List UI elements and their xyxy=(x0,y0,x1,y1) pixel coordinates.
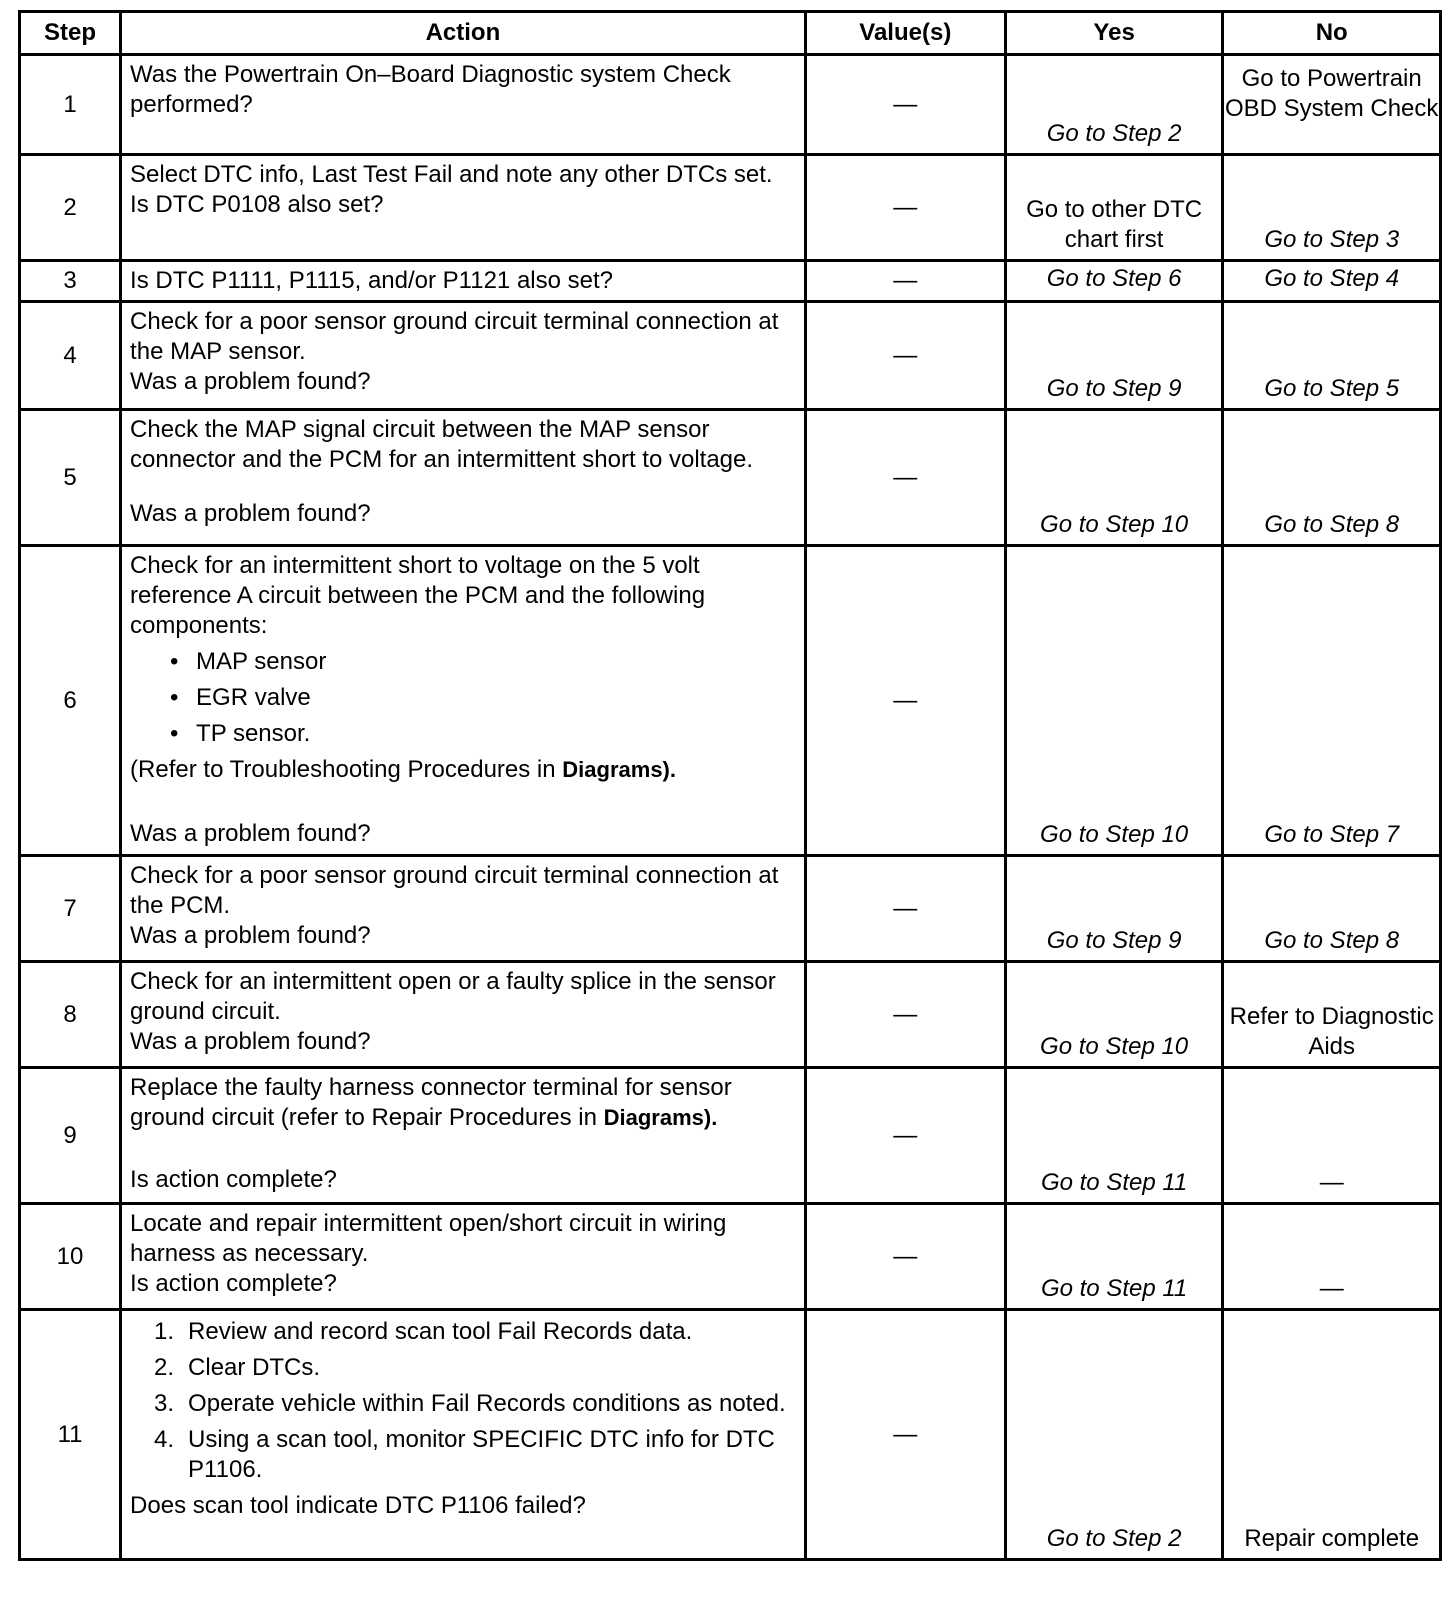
action-question: Was a problem found? xyxy=(130,820,371,847)
action-question: Is action complete? xyxy=(130,1166,337,1193)
table-row xyxy=(20,962,1441,1068)
no-cell: Go to Step 3 xyxy=(1223,155,1441,261)
action-text xyxy=(121,155,806,261)
table-row xyxy=(20,55,1441,155)
no-cell: Go to Step 7 xyxy=(1223,546,1441,856)
value-cell: — xyxy=(805,155,1005,261)
yes-cell: Go to Step 9 xyxy=(1005,856,1223,962)
header-action: Action xyxy=(121,12,806,55)
yes-cell: Go to Step 10 xyxy=(1005,546,1223,856)
yes-cell: Go to other DTC chart first xyxy=(1005,155,1223,261)
action-instruction: Check for a poor sensor ground circuit terminal connection at the PCM. xyxy=(130,862,779,919)
header-step: Step xyxy=(20,12,121,55)
no-cell: Refer to Diagnostic Aids xyxy=(1223,962,1441,1068)
action-question: Was a problem found? xyxy=(130,368,371,395)
value-cell: — xyxy=(805,55,1005,155)
value-cell: — xyxy=(805,261,1005,302)
no-cell: Go to Step 8 xyxy=(1223,856,1441,962)
action-instruction: Check for a poor sensor ground circuit terminal connection at the MAP sensor. xyxy=(130,308,779,365)
yes-cell: Go to Step 6 xyxy=(1005,261,1223,302)
list-item: 4. Using a scan tool, monitor SPECIFIC DTC info for DTC P1106. xyxy=(154,1426,775,1483)
numbered-steps xyxy=(130,1317,798,1485)
list-item: 1. Review and record scan tool Fail Records data. xyxy=(154,1318,693,1345)
yes-cell: Go to Step 2 xyxy=(1005,55,1223,155)
step-number: 6 xyxy=(20,546,121,856)
step-number: 10 xyxy=(20,1204,121,1310)
value-cell: — xyxy=(805,302,1005,410)
action-instruction: Check for an intermittent short to voltage on the 5 volt reference A circuit between the PCM and the following components: xyxy=(130,552,706,639)
no-cell: Repair complete xyxy=(1223,1310,1441,1560)
step-number: 2 xyxy=(20,155,121,261)
action-instruction: Is DTC P1111, P1115, and/or P1121 also set? xyxy=(130,267,613,294)
no-cell: — xyxy=(1223,1204,1441,1310)
step-number: 4 xyxy=(20,302,121,410)
value-cell: — xyxy=(805,1068,1005,1204)
table-row xyxy=(20,261,1441,302)
action-instruction: Was the Powertrain On–Board Diagnostic system Check performed? xyxy=(130,61,731,118)
header-row xyxy=(20,12,1441,55)
value-cell: — xyxy=(805,410,1005,546)
yes-cell: Go to Step 10 xyxy=(1005,410,1223,546)
action-text xyxy=(121,1310,806,1560)
no-cell: — xyxy=(1223,1068,1441,1204)
yes-cell: Go to Step 9 xyxy=(1005,302,1223,410)
step-number: 7 xyxy=(20,856,121,962)
yes-cell: Go to Step 11 xyxy=(1005,1204,1223,1310)
action-question: Is action complete? xyxy=(130,1270,337,1297)
header-no: No xyxy=(1223,12,1441,55)
value-cell: — xyxy=(805,1310,1005,1560)
value-cell: — xyxy=(805,546,1005,856)
action-instruction: Locate and repair intermittent open/short circuit in wiring harness as necessary. xyxy=(130,1210,727,1267)
action-text xyxy=(121,1204,806,1310)
action-text xyxy=(121,261,806,302)
header-values: Value(s) xyxy=(805,12,1005,55)
action-text xyxy=(121,410,806,546)
action-text xyxy=(121,1068,806,1204)
yes-cell: Go to Step 11 xyxy=(1005,1068,1223,1204)
list-item: 2. Clear DTCs. xyxy=(154,1354,321,1381)
diagnostic-table-page xyxy=(18,10,1442,1561)
yes-cell: Go to Step 2 xyxy=(1005,1310,1223,1560)
step-number: 11 xyxy=(20,1310,121,1560)
action-instruction: Check the MAP signal circuit between the MAP sensor connector and the PCM for an intermittent short to voltage. xyxy=(130,416,754,473)
table-row xyxy=(20,856,1441,962)
table-row xyxy=(20,1310,1441,1560)
action-instruction: Select DTC info, Last Test Fail and note any other DTCs set. xyxy=(130,161,773,188)
no-cell: Go to Step 4 xyxy=(1223,261,1441,302)
table-row xyxy=(20,1068,1441,1204)
no-cell: Go to Step 8 xyxy=(1223,410,1441,546)
value-cell: — xyxy=(805,1204,1005,1310)
action-question: Was a problem found? xyxy=(130,1028,371,1055)
action-instruction: Replace the faulty harness connector terminal for sensor ground circuit (refer to Repair Procedures in Diagrams). xyxy=(130,1074,732,1131)
step-number: 8 xyxy=(20,962,121,1068)
step-number: 9 xyxy=(20,1068,121,1204)
list-item: • MAP sensor xyxy=(170,648,327,675)
action-question: Was a problem found? xyxy=(130,500,371,527)
value-cell: — xyxy=(805,962,1005,1068)
action-text xyxy=(121,856,806,962)
no-cell: Go to Step 5 xyxy=(1223,302,1441,410)
action-text xyxy=(121,962,806,1068)
list-item: • TP sensor. xyxy=(170,720,311,747)
action-instruction: Check for an intermittent open or a faulty splice in the sensor ground circuit. xyxy=(130,968,776,1025)
step-number: 1 xyxy=(20,55,121,155)
step-number: 3 xyxy=(20,261,121,302)
diagnostic-table xyxy=(18,10,1442,1561)
header-yes: Yes xyxy=(1005,12,1223,55)
value-cell: — xyxy=(805,856,1005,962)
action-text xyxy=(121,55,806,155)
action-reference: (Refer to Troubleshooting Procedures in Diagrams). xyxy=(130,756,676,783)
table-row xyxy=(20,302,1441,410)
no-cell: Go to Powertrain OBD System Check xyxy=(1223,55,1441,155)
yes-cell: Go to Step 10 xyxy=(1005,962,1223,1068)
table-row xyxy=(20,1204,1441,1310)
table-row xyxy=(20,546,1441,856)
list-item: • EGR valve xyxy=(170,684,311,711)
list-item: 3. Operate vehicle within Fail Records conditions as noted. xyxy=(154,1390,786,1417)
action-question: Does scan tool indicate DTC P1106 failed? xyxy=(130,1492,586,1519)
action-question: Is DTC P0108 also set? xyxy=(130,191,384,218)
action-text xyxy=(121,302,806,410)
action-text xyxy=(121,546,806,856)
table-row xyxy=(20,155,1441,261)
table-row xyxy=(20,410,1441,546)
component-list xyxy=(130,647,798,749)
step-number: 5 xyxy=(20,410,121,546)
action-question: Was a problem found? xyxy=(130,922,371,949)
